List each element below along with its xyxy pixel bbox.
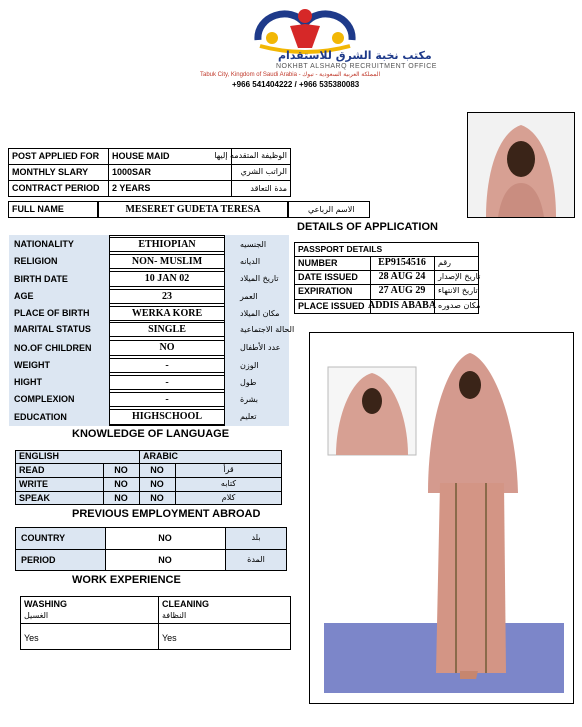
language-title: KNOWLEDGE OF LANGUAGE xyxy=(72,428,230,440)
contract-arabic: مدة التعاقد xyxy=(250,183,287,193)
language-skill-arabic: كلام xyxy=(221,493,236,502)
personal-arabic: عدد الأطفال xyxy=(240,343,281,352)
employment-title: PREVIOUS EMPLOYMENT ABROAD xyxy=(72,508,261,520)
contract-value: 2 YEARS xyxy=(112,183,151,193)
language-skill-arabic: كتابه xyxy=(220,479,237,488)
personal-label: AGE xyxy=(14,291,34,301)
personal-value: WERKA KORE xyxy=(131,307,203,319)
passport-arabic: تاريخ الانتهاء xyxy=(438,286,478,295)
full-name-row xyxy=(8,201,370,218)
personal-label: EDUCATION xyxy=(14,411,67,422)
salary-arabic: الراتب الشري xyxy=(240,167,287,176)
full-body-photo xyxy=(310,333,573,703)
personal-value: - xyxy=(165,376,169,388)
full-body-photo-frame xyxy=(309,332,574,704)
language-english-value: NO xyxy=(114,492,128,503)
passport-label: DATE ISSUED xyxy=(298,271,358,282)
agency-english-name: NOKHBT ALSHARQ RECRUITMENT OFFICE xyxy=(276,63,437,70)
personal-label: NO.OF CHILDREN xyxy=(14,342,92,353)
full-name-label: FULL NAME xyxy=(12,204,64,214)
agency-address: Tabuk City, Kingdom of Saudi Arabia - المملكة العربية السعودية - تبوك xyxy=(200,72,381,78)
agency-arabic-name: مكتب نخبة الشرق للاستقدام xyxy=(278,49,432,62)
personal-arabic: الديانه xyxy=(240,256,261,266)
personal-arabic: الحالة الاجتماعية xyxy=(240,324,295,334)
passport-label: PLACE ISSUED xyxy=(298,300,365,311)
personal-value: 10 JAN 02 xyxy=(144,273,190,284)
personal-arabic: تاريخ الميلاد xyxy=(240,274,279,283)
full-name-value: MESERET GUDETA TERESA xyxy=(125,203,261,215)
passport-value: 28 AUG 24 xyxy=(378,271,426,282)
portrait-photo xyxy=(468,113,574,217)
personal-arabic: الوزن xyxy=(240,360,259,370)
personal-label: MARITAL STATUS xyxy=(14,324,91,334)
personal-value: - xyxy=(165,359,169,371)
post-label: POST APPLIED FOR xyxy=(12,150,100,161)
personal-label: HIGHT xyxy=(14,377,42,387)
passport-value: ADDIS ABABA xyxy=(367,300,437,311)
passport-value: 27 AUG 29 xyxy=(378,285,426,296)
passport-arabic: تاريخ الإصدار xyxy=(438,272,481,281)
passport-label: NUMBER xyxy=(298,257,338,268)
passport-value: EP9154516 xyxy=(378,257,426,268)
language-col-english: ENGLISH xyxy=(19,451,60,461)
experience-label: WASHING xyxy=(24,599,68,609)
post-value: HOUSE MAID xyxy=(112,150,170,161)
personal-arabic: العمر xyxy=(240,291,258,301)
passport-arabic: مكان صدوره xyxy=(438,301,481,310)
language-skill-label: SPEAK xyxy=(19,492,51,503)
salary-label: MONTHLY SLARY xyxy=(12,166,89,177)
experience-arabic: الغسيل xyxy=(24,611,49,620)
personal-value: NO xyxy=(159,342,175,353)
portrait-photo-frame xyxy=(467,112,575,218)
personal-value: - xyxy=(165,393,169,405)
personal-arabic: تعليم xyxy=(240,412,257,421)
language-col-arabic: ARABIC xyxy=(143,451,178,461)
employment-label: COUNTRY xyxy=(21,532,66,543)
personal-arabic: مكان الميلاد xyxy=(240,308,280,318)
post-table xyxy=(8,148,291,197)
personal-arabic: بشرة xyxy=(240,394,258,404)
personal-label: PLACE OF BIRTH xyxy=(14,308,90,318)
language-english-value: NO xyxy=(114,478,128,489)
agency-phones: +966 541404222 / +966 535380083 xyxy=(232,80,360,89)
experience-arabic: النظافة xyxy=(162,611,187,620)
experience-value: Yes xyxy=(24,633,39,643)
personal-label: BIRTH DATE xyxy=(14,273,68,284)
language-arabic-value: NO xyxy=(150,464,164,475)
language-arabic-value: NO xyxy=(150,492,164,503)
personal-label: WEIGHT xyxy=(14,360,50,370)
experience-value: Yes xyxy=(162,633,177,643)
personal-label: COMPLEXION xyxy=(14,394,75,404)
full-name-arabic: الاسم الرباعي xyxy=(308,204,355,214)
agency-logo xyxy=(250,2,360,54)
personal-value: ETHIOPIAN xyxy=(138,238,196,250)
personal-label: NATIONALITY xyxy=(14,239,74,249)
salary-value: 1000SAR xyxy=(112,166,152,177)
employment-value: NO xyxy=(158,532,172,543)
language-skill-label: WRITE xyxy=(19,478,48,489)
personal-label: RELIGION xyxy=(14,256,58,266)
personal-value: NON- MUSLIM xyxy=(131,255,203,267)
language-skill-arabic: قرأ xyxy=(223,465,234,474)
language-english-value: NO xyxy=(114,464,128,475)
employment-label: PERIOD xyxy=(21,554,56,565)
personal-arabic: طول xyxy=(240,377,257,387)
passport-title: PASSPORT DETAILS xyxy=(298,243,383,254)
passport-arabic: رقم xyxy=(438,258,452,267)
details-title: DETAILS OF APPLICATION xyxy=(297,221,438,233)
language-skill-label: READ xyxy=(19,464,45,475)
employment-arabic: بلد xyxy=(251,533,261,542)
language-arabic-value: NO xyxy=(150,478,164,489)
personal-value: SINGLE xyxy=(148,323,186,335)
employment-arabic: المدة xyxy=(247,555,265,564)
header xyxy=(180,0,440,92)
employment-value: NO xyxy=(158,554,172,565)
personal-value: 23 xyxy=(162,290,172,302)
experience-title: WORK EXPERIENCE xyxy=(72,574,181,586)
contract-label: CONTRACT PERIOD xyxy=(12,183,100,193)
personal-value: HIGHSCHOOL xyxy=(131,411,202,422)
passport-label: EXPIRATION xyxy=(298,285,353,296)
post-arabic: الوظيفة المتقدمه إليها xyxy=(214,151,287,160)
experience-label: CLEANING xyxy=(162,599,209,609)
personal-arabic: الجنسيه xyxy=(240,239,267,249)
